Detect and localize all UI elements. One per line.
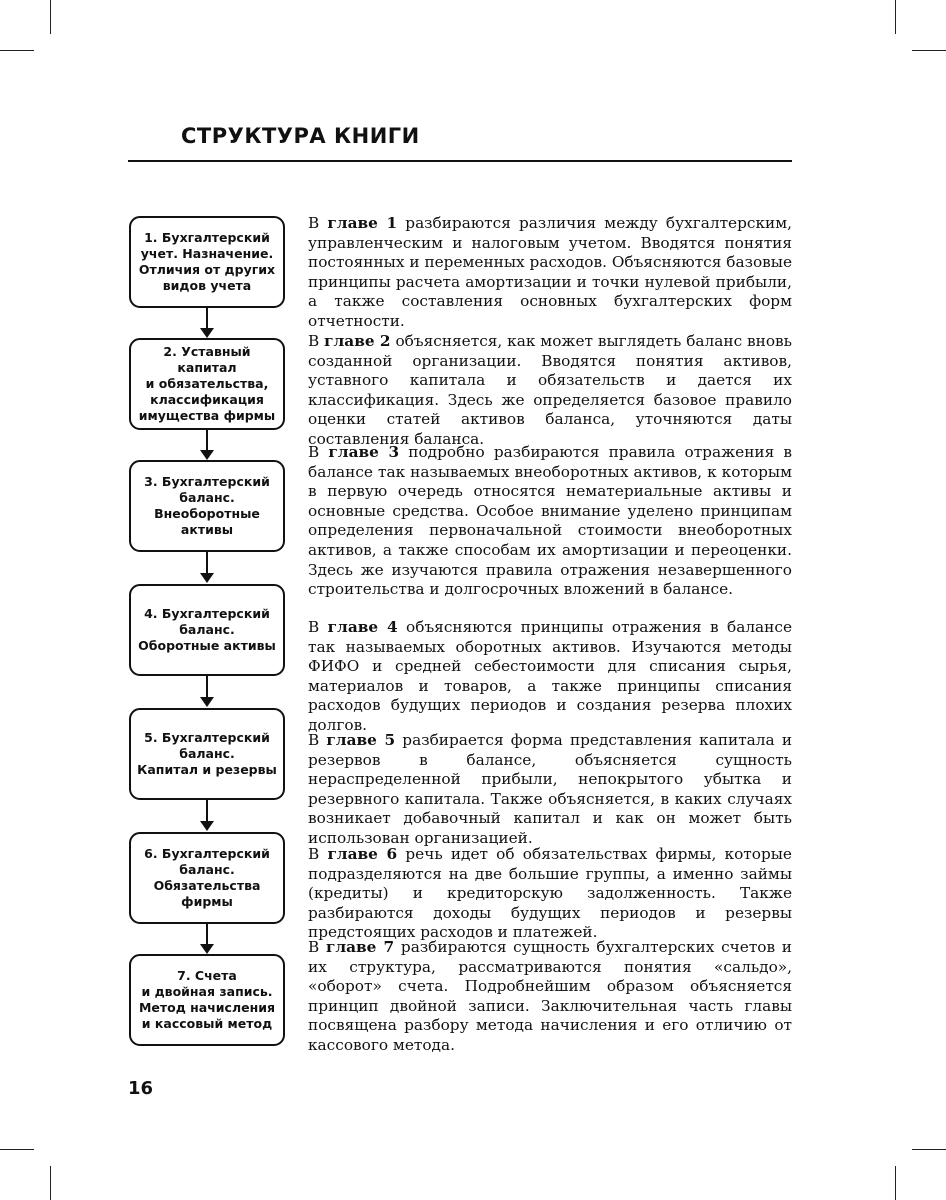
chapter-description-3: В главе 3 подробно разбираются правила отражения в балансе так называемых внеоборотных активов, к которым в первую очередь относятся нематериальные активы и основные средства. Особое внимание уделено принципам определения первоначальной стоимости внеоборотных активов, а также способам их амортизации и переоценки. Здесь же изучаются правила отражения незавершенного строительства и долгосрочных вложений в балансе. (308, 443, 793, 599)
chapter-box-7: 7. Счета и двойная запись. Метод начисления и кассовый метод (129, 954, 285, 1046)
connector-line (206, 552, 208, 575)
chapter-box-4: 4. Бухгалтерский баланс. Оборотные активы (129, 584, 285, 676)
crop-mark (50, 1166, 51, 1200)
arrow-down-icon (200, 328, 214, 338)
connector-line (206, 676, 208, 699)
chapter-box-3: 3. Бухгалтерский баланс. Внеоборотные активы (129, 460, 285, 552)
page-number: 16 (128, 1078, 154, 1099)
page-title: СТРУКТУРА КНИГИ (181, 124, 420, 148)
chapter-box-1: 1. Бухгалтерский учет. Назначение. Отличия от других видов учета (129, 216, 285, 308)
chapter-box-5: 5. Бухгалтерский баланс. Капитал и резервы (129, 708, 285, 800)
crop-mark (895, 1166, 896, 1200)
crop-mark (50, 0, 51, 34)
crop-mark (912, 50, 946, 51)
chapter-box-6: 6. Бухгалтерский баланс. Обязательства фирмы (129, 832, 285, 924)
arrow-down-icon (200, 697, 214, 707)
chapter-description-5: В главе 5 разбирается форма представления капитала и резервов в балансе, объясняется сущность нераспределенной прибыли, непокрытого убытка и резервного капитала. Также объясняется, в каких случаях возникает добавочный капитал и как он может быть использован организацией. (308, 731, 793, 847)
chapter-description-2: В главе 2 объясняется, как может выглядеть баланс вновь созданной организации. Вводятся понятия активов, уставного капитала и обязательств и дается их классификация. Здесь же определяется базовое правило оценки статей активов баланса, уточняются даты составления баланса. (308, 332, 792, 448)
chapter-description-1: В главе 1 разбираются различия между бухгалтерским, управленческим и налоговым учетом. Вводятся понятия постоянных и переменных расходов. Объясняются базовые принципы расчета амортизации и точки нулевой прибыли, а также составления основных бухгалтерских форм отчетности. (308, 214, 792, 330)
connector-line (206, 430, 208, 452)
crop-mark (0, 50, 34, 51)
chapter-description-7: В главе 7 разбираются сущность бухгалтерских счетов и их структура, рассматриваются понятия «сальдо», «оборот» счета. Подробнейшим образом объясняется принцип двойной записи. Заключительная часть главы посвящена разбору метода начисления и его отличию от кассового метода. (308, 938, 793, 1054)
connector-line (206, 800, 208, 823)
chapter-box-2: 2. Уставный капитал и обязательства, классификация имущества фирмы (129, 338, 285, 430)
connector-line (206, 924, 208, 946)
arrow-down-icon (200, 450, 214, 460)
crop-mark (912, 1149, 946, 1150)
chapter-description-4: В главе 4 объясняются принципы отражения в балансе так называемых оборотных активов. Изучаются методы ФИФО и средней себестоимости для списания сырья, материалов и товаров, а также принципы списания расходов будущих периодов и создания резерва плохих долгов. (308, 618, 792, 734)
crop-mark (0, 1149, 34, 1150)
arrow-down-icon (200, 944, 214, 954)
arrow-down-icon (200, 821, 214, 831)
chapter-description-6: В главе 6 речь идет об обязательствах фирмы, которые подразделяются на две большие группы, а именно займы (кредиты) и кредиторскую задолженность. Также разбираются доходы будущих периодов и резервы предстоящих расходов и платежей. (308, 845, 792, 942)
title-rule (128, 160, 792, 162)
crop-mark (895, 0, 896, 34)
arrow-down-icon (200, 573, 214, 583)
connector-line (206, 308, 208, 330)
